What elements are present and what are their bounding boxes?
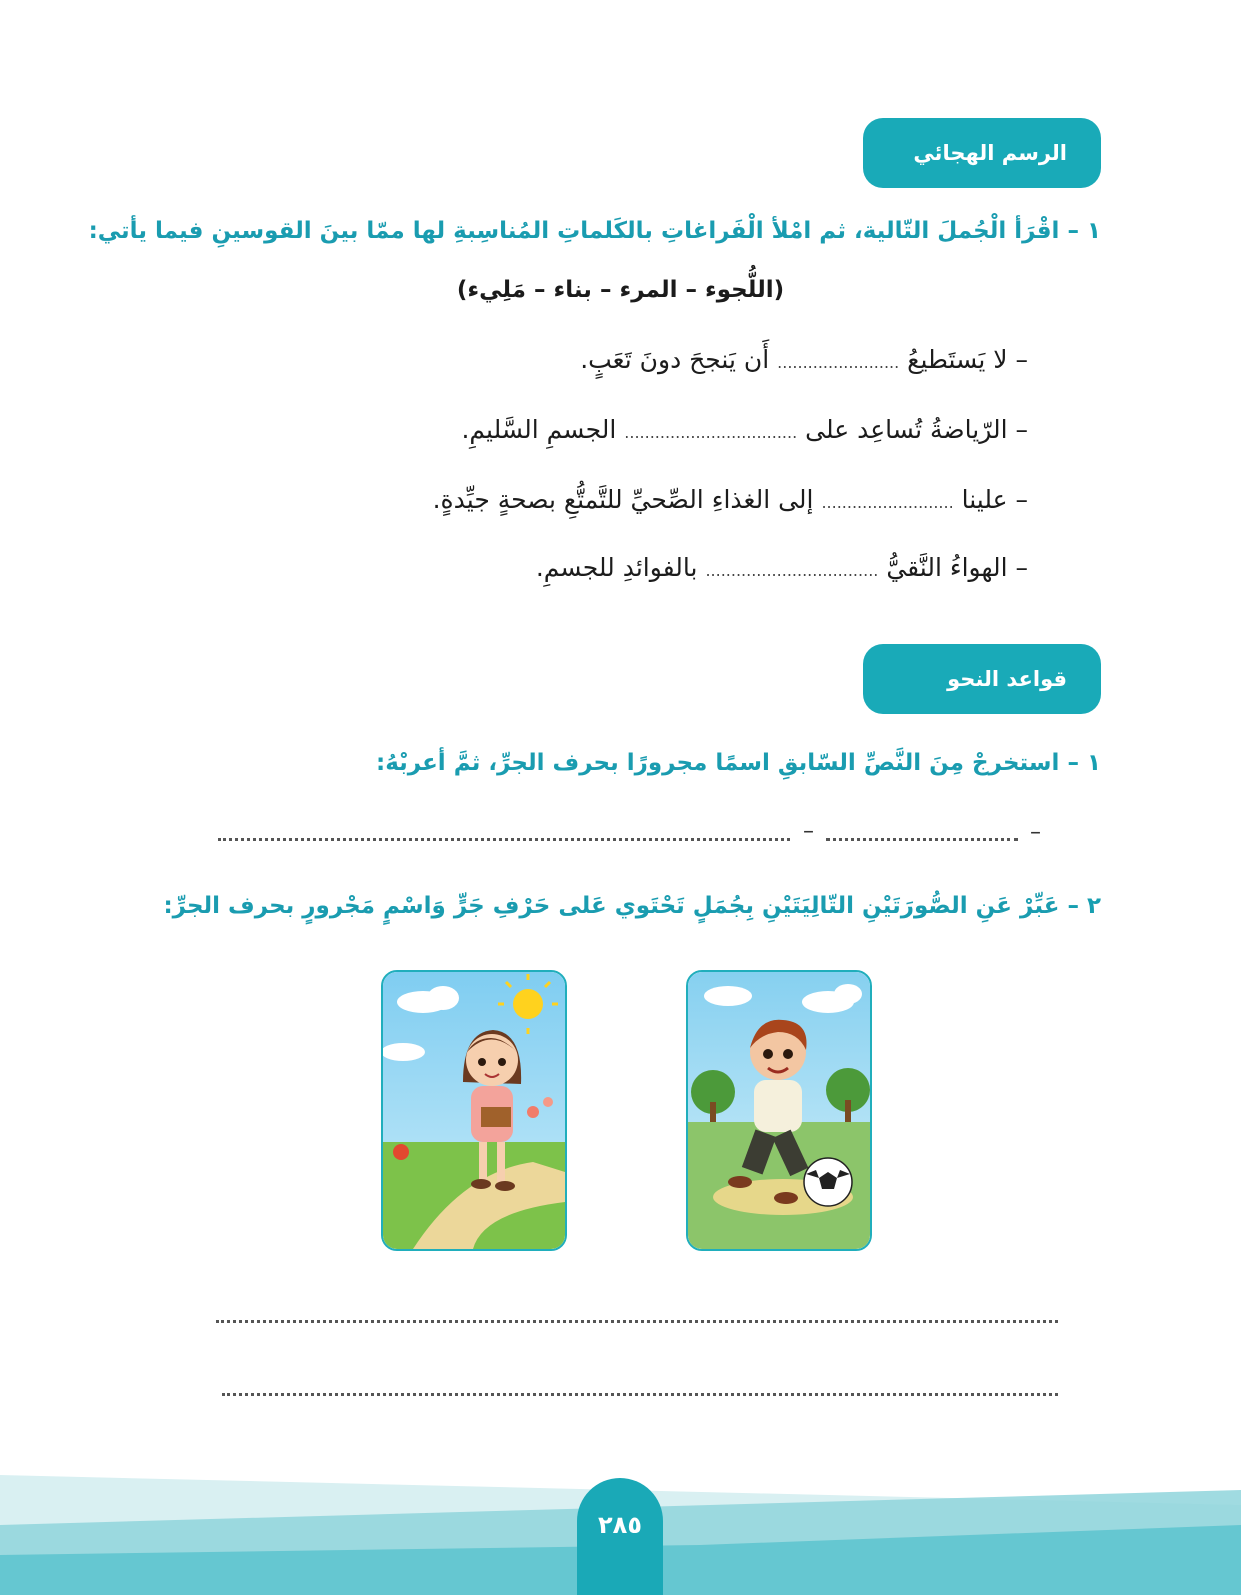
page-number-badge: [577, 1478, 663, 1595]
section-tab-grammar: [863, 644, 1101, 714]
question-number: ١ –: [1067, 750, 1101, 776]
answer-line-short[interactable]: [826, 838, 1018, 841]
sentence-before: – الرّياضةُ تُساعِد على: [805, 415, 1028, 444]
girl-reading-picture: [381, 970, 567, 1251]
fill-blank[interactable]: ........................: [777, 353, 900, 372]
sentence-before: – الهواءُ النَّقيُّ: [886, 553, 1028, 582]
section-tab-label: قواعد النحو: [947, 667, 1067, 691]
writing-line-2[interactable]: [222, 1393, 1058, 1396]
sentence-3: [433, 485, 1028, 514]
sentence-2: [461, 415, 1028, 444]
question-text: استخرجْ مِنَ النَّصِّ السّابقِ اسمًا مجرورًا بحرف الجرِّ، ثمَّ أعربْهُ:: [376, 750, 1060, 776]
question-number: ١ –: [1067, 218, 1101, 244]
word-bank: (اللُّجوء – المرء – بناء – مَلِيء): [456, 277, 785, 303]
question-text: اقْرَأ الْجُملَ التّالية، ثم امْلأ الْفَراغاتِ بالكَلماتِ المُناسِبةِ لها ممّا بينَ القوسينِ فيما يأتي:: [88, 218, 1060, 244]
section-tab-spelling: [863, 118, 1101, 188]
sentence-after: أَن يَنجحَ دونَ تَعَبٍ.: [580, 345, 770, 374]
girl-reading-book-illustration-icon: [383, 972, 565, 1249]
question-number: ٢ –: [1067, 893, 1101, 919]
fill-blank[interactable]: ..................................: [624, 423, 798, 442]
answer-separator: –: [803, 819, 814, 844]
sentence-after: إلى الغذاءِ الصِّحيِّ للتَّمتُّعِ بصحةٍ جيِّدةٍ.: [432, 485, 814, 514]
question-text: عَبِّرْ عَنِ الصُّورَتَيْنِ التّالِيَتَيْنِ بِجُمَلٍ تَحْتَوي عَلى حَرْفِ جَرٍّ وَاسْمٍ مَجْرورٍ بحرف الجرِّ:: [163, 893, 1060, 919]
question-2-2: [163, 893, 1101, 919]
boy-playing-football-illustration-icon: [688, 972, 870, 1249]
sentence-after: بالفوائدِ للجسمِ.: [535, 553, 698, 582]
page-number: ٢٨٥: [598, 1511, 642, 1539]
fill-blank[interactable]: ..........................: [821, 493, 954, 512]
sentence-before: – علينا: [961, 485, 1028, 514]
section-tab-label: الرسم الهجائي: [913, 141, 1067, 165]
sentence-1: [580, 345, 1028, 374]
sentence-4: [536, 553, 1028, 582]
question-2-1: [376, 750, 1101, 776]
question-1: [89, 218, 1101, 244]
answer-line-long[interactable]: [218, 838, 790, 841]
sentence-after: الجسمِ السَّليمِ.: [461, 415, 617, 444]
writing-line-1[interactable]: [216, 1320, 1058, 1323]
fill-blank[interactable]: ..................................: [705, 561, 879, 580]
sentence-before: – لا يَستَطيعُ: [907, 345, 1028, 374]
boy-football-picture: [686, 970, 872, 1251]
answer-dash: –: [1030, 820, 1041, 845]
